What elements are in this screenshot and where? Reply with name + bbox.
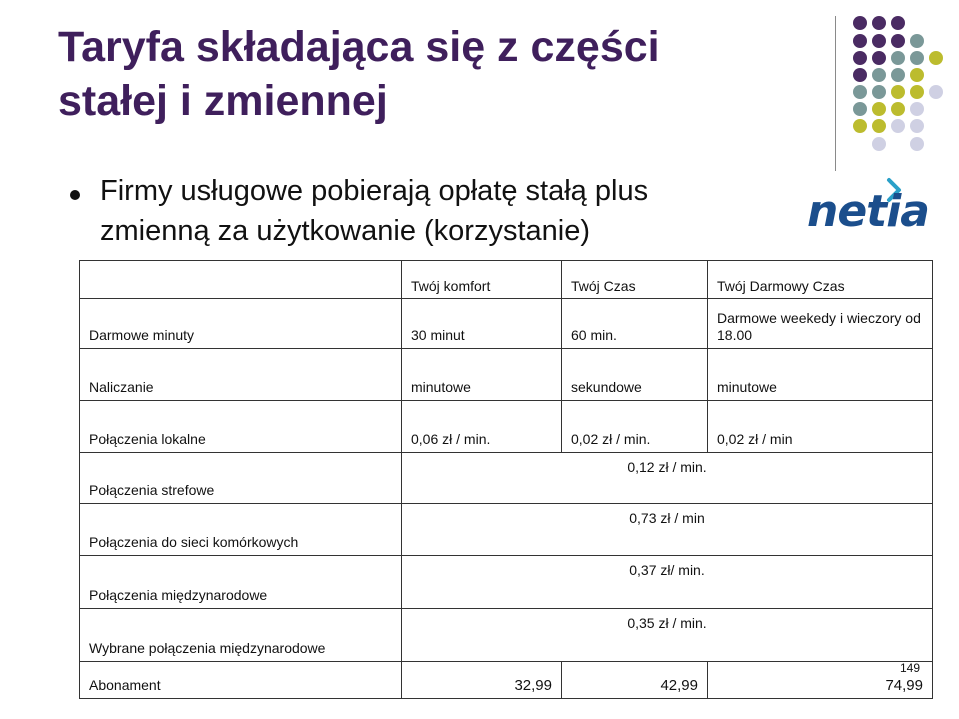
table-cell: 0,06 zł / min. — [402, 401, 562, 453]
table-cell: 0,02 zł / min. — [562, 401, 708, 453]
table-cell: minutowe — [708, 349, 933, 401]
decor-dot — [872, 119, 886, 133]
table-cell: 74,99 — [708, 662, 933, 699]
decor-dot — [853, 34, 867, 48]
table-row — [80, 299, 933, 349]
decor-dot — [891, 68, 905, 82]
bullet-text — [100, 171, 800, 251]
table-cell: 0,02 zł / min — [708, 401, 933, 453]
decor-dot — [929, 51, 943, 65]
decorative-divider — [835, 16, 836, 171]
table-cell: sekundowe — [562, 349, 708, 401]
decor-dot — [910, 102, 924, 116]
page-number: 149 — [899, 661, 920, 675]
decor-dot — [872, 85, 886, 99]
table-row — [80, 609, 933, 662]
table-row — [80, 504, 933, 556]
table-row — [80, 401, 933, 453]
decor-dot — [891, 85, 905, 99]
bullet-text-line-2: zmienną za użytkowanie (korzystanie) — [100, 215, 590, 247]
table-merged-cell: 0,37 zł/ min. — [402, 556, 933, 609]
row-label: Naliczanie — [80, 349, 402, 401]
row-label: Połączenia lokalne — [80, 401, 402, 453]
decor-dot — [910, 68, 924, 82]
decor-dot — [891, 119, 905, 133]
table-row — [80, 453, 933, 504]
table-cell: 30 minut — [402, 299, 562, 349]
decor-dot — [872, 137, 886, 151]
decor-dot — [872, 34, 886, 48]
tariff-table — [79, 260, 933, 699]
logo-text: netia — [807, 186, 929, 237]
table-merged-cell: 0,35 zł / min. — [402, 609, 933, 662]
table-merged-cell: 0,73 zł / min — [402, 504, 933, 556]
table-cell: Darmowe weekedy i wieczory od 18.00 — [708, 299, 933, 349]
decor-dot — [853, 51, 867, 65]
decor-dot — [891, 16, 905, 30]
row-label: Wybrane połączenia międzynarodowe — [80, 609, 402, 662]
table-row — [80, 349, 933, 401]
table-header-row — [80, 261, 933, 299]
bullet-text-line-1: Firmy usługowe pobierają opłatę stałą plus — [100, 175, 649, 207]
bullet-marker — [70, 190, 80, 200]
decor-dot — [910, 85, 924, 99]
decor-dot — [853, 68, 867, 82]
slide-title-line-2: stałej i zmiennej — [58, 77, 388, 125]
table-header-cell: Twój Czas — [562, 261, 708, 299]
row-label: Połączenia strefowe — [80, 453, 402, 504]
decor-dot — [910, 51, 924, 65]
netia-logo — [805, 178, 929, 237]
table-row — [80, 662, 933, 699]
row-label: Połączenia międzynarodowe — [80, 556, 402, 609]
decor-dot — [910, 137, 924, 151]
slide-title — [58, 20, 818, 128]
table-header-cell: Twój Darmowy Czas — [708, 261, 933, 299]
decor-dot — [872, 16, 886, 30]
decor-dot — [891, 102, 905, 116]
decor-dot — [910, 119, 924, 133]
row-label: Darmowe minuty — [80, 299, 402, 349]
decor-dot — [853, 102, 867, 116]
table-merged-cell: 0,12 zł / min. — [402, 453, 933, 504]
decor-dot — [910, 34, 924, 48]
row-label: Połączenia do sieci komórkowych — [80, 504, 402, 556]
decor-dot — [872, 102, 886, 116]
decor-dot — [891, 34, 905, 48]
row-label: Abonament — [80, 662, 402, 699]
table-header-cell: Twój komfort — [402, 261, 562, 299]
table-cell: 60 min. — [562, 299, 708, 349]
decor-dot — [853, 85, 867, 99]
table-cell: minutowe — [402, 349, 562, 401]
table-row — [80, 556, 933, 609]
table-header-cell — [80, 261, 402, 299]
table-cell: 32,99 — [402, 662, 562, 699]
decor-dot — [891, 51, 905, 65]
decor-dot — [872, 51, 886, 65]
decor-dot — [853, 16, 867, 30]
decor-dot — [853, 119, 867, 133]
slide-title-line-1: Taryfa składająca się z części — [58, 23, 660, 71]
decor-dot — [929, 85, 943, 99]
table-cell: 42,99 — [562, 662, 708, 699]
decor-dot — [872, 68, 886, 82]
